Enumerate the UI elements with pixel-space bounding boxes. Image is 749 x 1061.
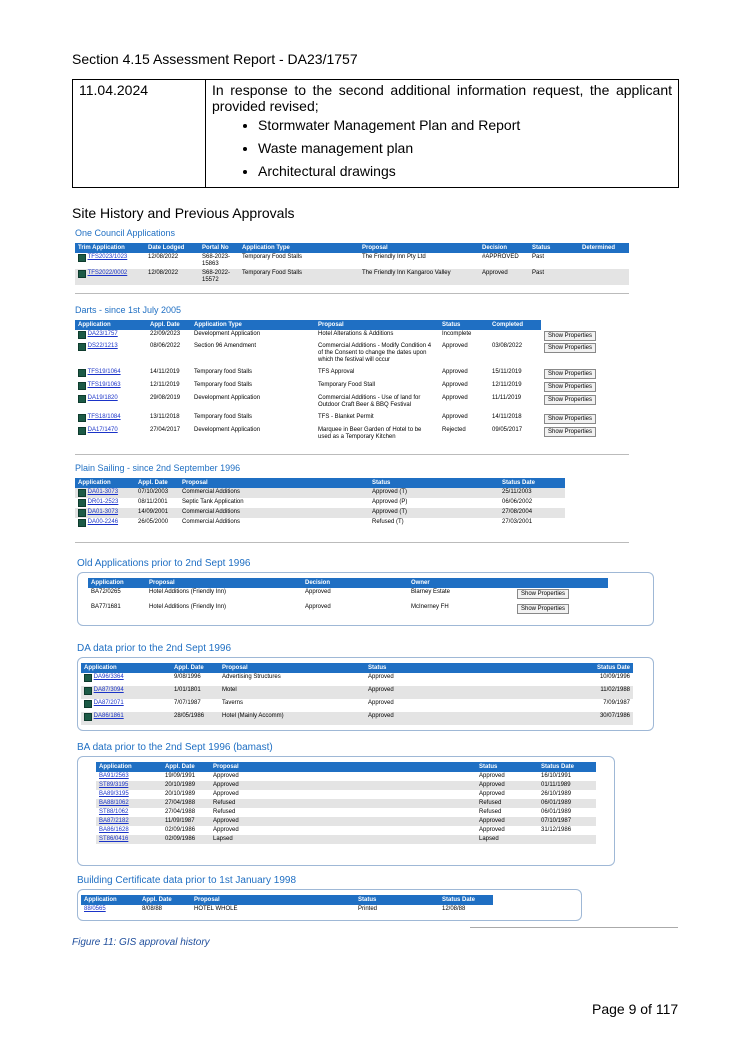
application-type: Temporary Food Stalls — [242, 254, 303, 260]
record-icon — [78, 270, 86, 278]
appl-date: 13/11/2018 — [150, 414, 180, 420]
completed: 03/08/2022 — [492, 343, 523, 349]
proposal: Advertising Structures — [222, 674, 281, 680]
col-header: Appl. Date — [139, 895, 191, 905]
status: Approved — [442, 395, 468, 401]
appl-date: 20/10/1989 — [165, 791, 196, 797]
status-date: 07/10/1987 — [538, 817, 596, 826]
col-header: Proposal — [315, 320, 439, 330]
col-header: Portal No — [199, 243, 239, 253]
table-row — [75, 426, 629, 445]
page-header: Section 4.15 Assessment Report - DA23/1757 — [72, 51, 358, 67]
appl-date: 02/09/1986 — [165, 827, 196, 833]
proposal: Approved — [213, 773, 239, 779]
application-link[interactable]: BA88/1062 — [99, 800, 129, 806]
record-icon — [84, 674, 92, 682]
appl-date: 11/09/1987 — [162, 817, 210, 826]
status-date: 26/10/1989 — [541, 791, 572, 797]
show-properties-button[interactable]: Show Properties — [544, 427, 596, 437]
proposal: Hotel (Mainly Accomm) — [219, 712, 365, 725]
col-header: Application — [75, 478, 135, 488]
table-row — [75, 498, 565, 508]
proposal: Commercial Additions — [182, 519, 241, 525]
appl-date: 27/04/2017 — [150, 427, 181, 433]
bc-data-panel — [77, 889, 582, 921]
list-item: • Waste management plan — [258, 139, 672, 157]
one-council-title: One Council Applications — [75, 228, 176, 238]
status-date: 27/03/2001 — [502, 519, 533, 525]
table-row — [75, 508, 565, 518]
ba-data-title: BA data prior to the 2nd Sept 1996 (bamast) — [77, 742, 273, 753]
appl-date: 1/01/1801 — [171, 686, 219, 699]
application-link[interactable]: DA87/2071 — [93, 700, 124, 706]
col-header: Application — [75, 320, 147, 330]
record-icon — [78, 519, 86, 527]
col-header: Proposal — [219, 663, 365, 673]
table-row — [75, 330, 629, 342]
proposal: Motel — [219, 686, 365, 699]
application-link[interactable]: TFS19/1063 — [87, 382, 121, 388]
application-link[interactable]: DA19/1820 — [87, 395, 118, 401]
proposal: Hotel Additions (Friendly Inn) — [149, 589, 227, 595]
show-properties-button[interactable]: Show Properties — [544, 395, 596, 405]
col-header: Application — [88, 578, 146, 588]
show-properties-button[interactable]: Show Properties — [544, 331, 596, 341]
appl-date: 7/07/1987 — [174, 700, 201, 706]
status-date: 11/02/1988 — [535, 686, 633, 699]
plain-sailing-table — [75, 478, 565, 528]
old-applications-table — [88, 578, 608, 618]
col-header: Proposal — [146, 578, 302, 588]
col-header — [514, 578, 608, 588]
record-icon — [78, 499, 86, 507]
proposal: TFS Approval — [318, 369, 355, 375]
decision: Approved — [479, 269, 529, 285]
da-data-title: DA data prior to the 2nd Sept 1996 — [77, 643, 231, 654]
status: Approved — [368, 700, 394, 706]
status: Lapsed — [476, 835, 538, 844]
col-header: Application — [81, 895, 139, 905]
status-date: 16/10/1991 — [541, 773, 572, 779]
status-date: 10/09/1996 — [599, 674, 630, 680]
table-row — [96, 790, 596, 799]
plain-sailing-title: Plain Sailing - since 2nd September 1996 — [75, 463, 241, 473]
record-icon — [78, 395, 86, 403]
da-data-panel — [77, 657, 654, 731]
da-data-table — [81, 663, 633, 725]
table-row — [81, 673, 633, 686]
status-date: 06/01/1989 — [541, 809, 572, 815]
decision: Approved — [305, 589, 331, 595]
record-icon — [84, 687, 92, 695]
col-header: Application — [81, 663, 171, 673]
table-row — [96, 817, 596, 826]
appl-date: 08/06/2022 — [150, 343, 181, 349]
application-link[interactable]: DR01-2523 — [87, 499, 119, 505]
record-icon — [84, 713, 92, 721]
table-row — [75, 394, 629, 413]
status: Approved (P) — [372, 499, 408, 505]
record-icon — [78, 343, 86, 351]
record-icon — [78, 427, 86, 435]
application-link[interactable]: TFS2023/1023 — [87, 254, 128, 260]
table-row — [75, 253, 629, 269]
show-properties-button[interactable]: Show Properties — [544, 343, 596, 353]
status-date: 01/11/1989 — [538, 781, 596, 790]
status: Approved — [368, 674, 394, 680]
status-date: 06/06/2002 — [502, 499, 533, 505]
appl-date: 02/09/1986 — [162, 835, 210, 844]
appl-date: 12/11/2019 — [150, 382, 180, 388]
record-icon — [84, 700, 92, 708]
col-header: Proposal — [179, 478, 369, 488]
proposal: Hotel Alterations & Additions — [318, 331, 394, 337]
proposal: HOTEL WHOLE — [194, 906, 238, 912]
table-row — [81, 712, 633, 725]
col-header: Status Date — [535, 663, 633, 673]
proposal: Temporary Food Stall — [318, 382, 376, 388]
col-header: Proposal — [191, 895, 355, 905]
portal-no: S68-2022-15572 — [199, 269, 239, 285]
status-date: 06/01/1989 — [538, 799, 596, 808]
status: Approved — [442, 369, 468, 375]
col-header: Owner — [408, 578, 514, 588]
application-link[interactable]: TFS2022/0002 — [87, 270, 128, 276]
show-properties-button[interactable]: Show Properties — [544, 414, 596, 424]
application-link[interactable]: DA96/3364 — [93, 674, 124, 680]
proposal: Refused — [213, 809, 236, 815]
proposal: Commercial Additions — [179, 488, 369, 498]
col-header: Appl. Date — [162, 762, 210, 772]
col-header: Decision — [479, 243, 529, 253]
status-date: 27/08/2004 — [499, 508, 565, 518]
figure-caption: Figure 11: GIS approval history — [72, 937, 210, 948]
appl-date: 26/05/2000 — [138, 519, 169, 525]
table-row — [88, 603, 608, 618]
proposal: The Friendly Inn Pty Ltd — [362, 254, 426, 260]
application-link[interactable]: DA17/1470 — [87, 427, 118, 433]
status: Past — [529, 269, 579, 285]
table-row — [75, 381, 629, 394]
record-icon — [78, 489, 86, 497]
col-header: Status Date — [538, 762, 596, 772]
col-header: Decision — [302, 578, 408, 588]
table-row — [75, 368, 629, 381]
page-number: Page 9 of 117 — [592, 1001, 679, 1017]
site-history-heading: Site History and Previous Approvals — [72, 205, 295, 221]
application-type: Temporary Food Stalls — [239, 269, 359, 285]
divider — [470, 927, 678, 928]
application-link[interactable]: BA91/2563 — [99, 773, 129, 779]
col-header: Status — [439, 320, 489, 330]
appl-date: 14/11/2019 — [150, 369, 180, 375]
show-properties-button[interactable]: Show Properties — [544, 382, 596, 392]
application-type: Development Application — [194, 331, 261, 337]
application-id: BA77/1681 — [91, 604, 121, 610]
col-header: Proposal — [359, 243, 479, 253]
status-date: 30/07/1986 — [535, 712, 633, 725]
application-link[interactable]: ST86/0416 — [99, 836, 129, 842]
table-row — [96, 808, 596, 817]
col-header: Date Lodged — [145, 243, 199, 253]
show-properties-button[interactable]: Show Properties — [517, 604, 569, 614]
owner: Blarney Estate — [411, 589, 451, 595]
application-link[interactable]: DA00-2246 — [87, 519, 119, 525]
record-icon — [78, 369, 86, 377]
status: Approved — [442, 343, 468, 349]
completed: 14/11/2018 — [492, 414, 522, 420]
completed — [489, 330, 541, 342]
appl-date: 19/09/1991 — [165, 773, 196, 779]
application-link[interactable]: BA89/3195 — [99, 791, 129, 797]
record-icon — [78, 414, 86, 422]
record-icon — [78, 254, 86, 262]
application-link[interactable]: TFS18/1084 — [87, 414, 121, 420]
proposal: Hotel Additions (Friendly Inn) — [149, 604, 227, 610]
application-link[interactable]: DA01-3073 — [87, 489, 119, 495]
show-properties-button[interactable]: Show Properties — [517, 589, 569, 599]
record-icon — [78, 509, 86, 517]
application-link[interactable]: 88/0565 — [84, 906, 106, 912]
request-details — [206, 80, 679, 188]
appl-date: 28/05/1986 — [171, 712, 219, 725]
owner: McInerney FH — [411, 604, 449, 610]
col-header: Appl. Date — [135, 478, 179, 488]
proposal: Septic Tank Application — [182, 499, 244, 505]
determined — [579, 269, 629, 285]
proposal: Lapsed — [210, 835, 476, 844]
col-header: Status Date — [439, 895, 493, 905]
bc-data-title: Building Certificate data prior to 1st January 1998 — [77, 875, 297, 886]
record-icon — [78, 382, 86, 390]
status: Approved — [476, 817, 538, 826]
col-header: Proposal — [210, 762, 476, 772]
col-header: Appl. Date — [171, 663, 219, 673]
proposal: Commercial Additions - Modify Condition 4 of the Consent to change the dates upon which the festival will occur — [318, 343, 432, 363]
application-type: Development Application — [194, 395, 261, 401]
status-date: 12/08/88 — [442, 906, 466, 912]
table-row — [96, 826, 596, 835]
record-icon — [78, 331, 86, 339]
status: Approved — [479, 791, 505, 797]
proposal: Approved — [213, 827, 239, 833]
table-row — [75, 269, 629, 285]
col-header: Application Type — [239, 243, 359, 253]
status-date: 31/12/1986 — [541, 827, 572, 833]
ba-data-panel — [77, 756, 615, 866]
status: Rejected — [442, 427, 466, 433]
request-date: 11.04.2024 — [73, 80, 206, 188]
status: Refused — [476, 799, 538, 808]
application-link[interactable]: BA87/2182 — [99, 818, 129, 824]
application-link[interactable]: DS22/1213 — [87, 343, 118, 349]
application-type: Temporary food Stalls — [194, 414, 253, 420]
appl-date: 22/09/2023 — [150, 331, 181, 337]
completed: 09/05/2017 — [492, 427, 523, 433]
status: Refused (T) — [372, 519, 404, 525]
application-id: BA72/0265 — [91, 589, 121, 595]
application-link[interactable]: DA87/3094 — [93, 687, 124, 693]
status: Past — [532, 254, 545, 260]
application-link[interactable]: DA86/1861 — [93, 713, 124, 719]
request-intro: In response to the second additional information request, the applicant provided revised; — [212, 82, 672, 114]
table-row — [81, 699, 633, 712]
col-header: Application Type — [191, 320, 315, 330]
table-row — [75, 488, 565, 498]
application-type: Section 96 Amendment — [194, 343, 257, 349]
appl-date: 27/04/1988 — [162, 799, 210, 808]
table-row — [81, 686, 633, 699]
appl-date: 07/10/2003 — [135, 488, 179, 498]
status: Approved — [442, 382, 468, 388]
table-row — [81, 905, 493, 914]
proposal: Approved — [210, 781, 476, 790]
portal-no: S68-2023-15863 — [202, 254, 231, 267]
appl-date: 12/08/2022 — [148, 254, 179, 260]
col-header: Application — [96, 762, 162, 772]
bc-data-table — [81, 895, 493, 914]
one-council-panel — [75, 243, 629, 294]
table-row — [75, 518, 565, 528]
status-date: 25/11/2003 — [499, 488, 565, 498]
status: Incomplete — [442, 331, 472, 337]
status: Approved (T) — [369, 508, 499, 518]
info-request-table — [72, 79, 679, 188]
old-applications-title: Old Applications prior to 2nd Sept 1996 — [77, 558, 251, 569]
revised-documents-list — [212, 116, 672, 180]
appl-date: 20/10/1989 — [162, 781, 210, 790]
appl-date: 29/08/2019 — [150, 395, 181, 401]
table-row — [75, 413, 629, 426]
application-link[interactable]: DA01-3073 — [87, 509, 119, 515]
col-header: Completed — [489, 320, 541, 330]
appl-date: 8/08/88 — [142, 906, 163, 912]
status: Approved — [476, 781, 538, 790]
list-item: • Stormwater Management Plan and Report — [258, 116, 672, 134]
col-header: Appl. Date — [147, 320, 191, 330]
application-link[interactable]: DA23/1757 — [87, 331, 118, 337]
completed: 15/11/2019 — [492, 369, 522, 375]
one-council-table — [75, 243, 629, 285]
proposal: The Friendly Inn Kangaroo Valley — [359, 269, 479, 285]
application-type: Temporary food Stalls — [194, 382, 253, 388]
status: Approved (T) — [369, 488, 499, 498]
proposal: TFS - Blanket Permit — [318, 414, 374, 420]
darts-table — [75, 320, 629, 445]
determined — [579, 253, 629, 269]
proposal: Taverns — [222, 700, 244, 706]
application-link[interactable]: TFS19/1064 — [87, 369, 121, 375]
status-date — [538, 835, 596, 844]
proposal: Refused — [210, 799, 476, 808]
col-header: Status — [476, 762, 538, 772]
appl-date: 12/08/2022 — [145, 269, 199, 285]
table-row — [96, 799, 596, 808]
col-header — [541, 320, 629, 330]
completed: 12/11/2019 — [492, 382, 522, 388]
col-header: Trim Application — [75, 243, 145, 253]
status: Refused — [479, 809, 502, 815]
application-link[interactable]: ST88/1062 — [99, 809, 129, 815]
darts-title: Darts - since 1st July 2005 — [75, 305, 182, 315]
plain-sailing-panel — [75, 478, 629, 543]
status: Printed — [358, 906, 378, 912]
status: Approved — [365, 712, 535, 725]
appl-date: 14/09/2001 — [135, 508, 179, 518]
proposal: Commercial Additions — [179, 508, 369, 518]
list-item: • Architectural drawings — [258, 162, 672, 180]
col-header: Status Date — [499, 478, 565, 488]
appl-date: 27/04/1988 — [165, 809, 196, 815]
proposal: Marquee in Beer Garden of Hotel to be used as a Temporary Kitchen — [318, 427, 422, 440]
show-properties-button[interactable]: Show Properties — [544, 369, 596, 379]
col-header: Status — [365, 663, 535, 673]
proposal: Approved — [210, 817, 476, 826]
decision: Approved — [305, 604, 331, 610]
col-header: Status — [529, 243, 579, 253]
application-link[interactable]: BA86/1628 — [99, 827, 129, 833]
status: Approved — [365, 686, 535, 699]
status: Approved — [479, 827, 505, 833]
table-row — [75, 342, 629, 368]
old-applications-panel — [77, 572, 654, 626]
status-date: 7/09/1987 — [603, 700, 630, 706]
table-row — [96, 835, 596, 844]
decision: #APPROVED — [482, 254, 519, 260]
proposal: Commercial Additions - Use of land for Outdoor Craft Beer & BBQ Festival — [318, 395, 421, 408]
application-type: Development Application — [194, 427, 261, 433]
completed: 11/11/2019 — [492, 395, 522, 401]
col-header: Status — [369, 478, 499, 488]
darts-panel — [75, 320, 629, 455]
application-type: Temporary food Stalls — [194, 369, 253, 375]
status: Approved — [479, 773, 505, 779]
application-link[interactable]: ST89/3195 — [99, 782, 129, 788]
appl-date: 9/08/1996 — [174, 674, 201, 680]
ba-data-table — [96, 762, 596, 844]
table-row — [96, 772, 596, 781]
table-row — [88, 588, 608, 603]
status: Approved — [442, 414, 468, 420]
col-header: Status — [355, 895, 439, 905]
proposal: Approved — [213, 791, 239, 797]
appl-date: 08/11/2001 — [138, 499, 168, 505]
col-header: Determined — [579, 243, 629, 253]
table-row — [96, 781, 596, 790]
